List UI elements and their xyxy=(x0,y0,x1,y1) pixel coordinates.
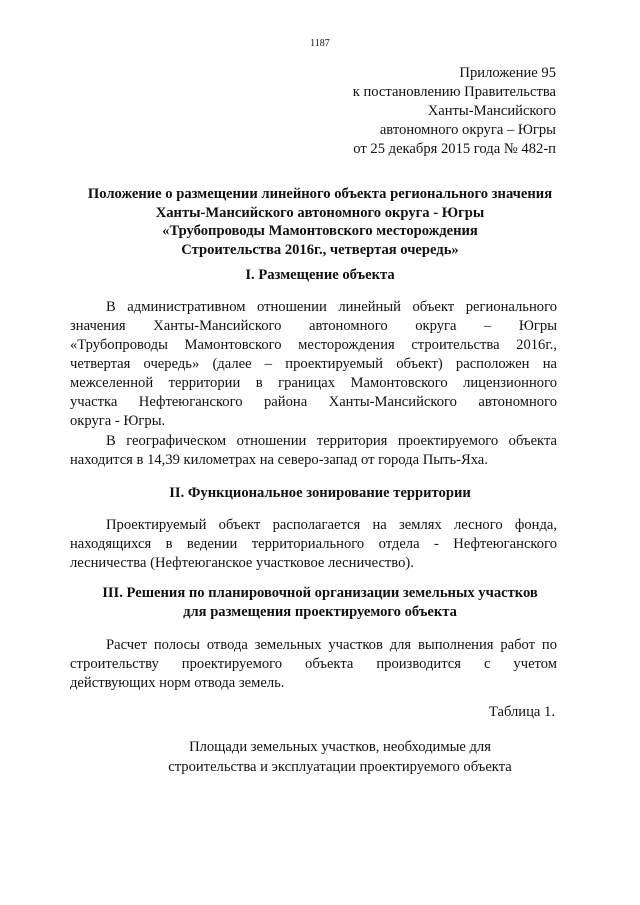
text-line: межселенной территории в границах Мамонтовского лицензионного xyxy=(70,375,557,391)
document-title xyxy=(60,185,580,259)
text-line: находящихся в ведении территориального отдела - Нефтеюганского xyxy=(70,536,557,552)
section2-paragraph1 xyxy=(70,516,557,573)
page-number: 1187 xyxy=(310,38,330,49)
section-heading-zoning: II. Функциональное зонирование территории xyxy=(169,485,471,501)
text-line: В административном отношении линейный объект регионального xyxy=(106,299,557,315)
section1-paragraph2 xyxy=(70,432,557,470)
table-caption xyxy=(60,737,620,777)
table-label: Таблица 1. xyxy=(488,704,555,720)
heading-line: для размещения проектируемого объекта xyxy=(183,604,457,620)
text-line: «Трубопроводы Мамонтовского месторождения строительства 2016г., xyxy=(70,337,557,353)
text-line: четвертая очередь» (далее – проектируемый объект) расположен на xyxy=(70,356,557,372)
text-line: находится в 14,39 километрах на северо-запад от города Пыть-Яха. xyxy=(70,452,488,468)
text-line: Проектируемый объект располагается на землях лесного фонда, xyxy=(106,517,557,533)
appendix-line: к постановлению Правительства xyxy=(352,84,556,100)
caption-line: строительства и эксплуатации проектируемого объекта xyxy=(168,759,512,775)
appendix-line: автономного округа – Югры xyxy=(379,122,556,138)
text-line: участка Нефтеюганского района Ханты-Мансийского автономного xyxy=(70,394,557,410)
appendix-line: Приложение 95 xyxy=(459,65,556,81)
text-line: действующих норм отвода земель. xyxy=(70,675,285,691)
text-line: Расчет полосы отвода земельных участков для выполнения работ по xyxy=(106,637,557,653)
appendix-line: от 25 декабря 2015 года № 482-п xyxy=(353,141,556,157)
title-line: Строительства 2016г., четвертая очередь» xyxy=(181,241,459,258)
caption-line: Площади земельных участков, необходимые для xyxy=(189,739,491,755)
text-line: лесничества (Нефтеюганское участковое лесничество). xyxy=(70,555,414,571)
section1-paragraph1 xyxy=(70,298,557,431)
text-line: округа - Югры. xyxy=(70,413,166,429)
appendix-block xyxy=(353,64,556,159)
title-line: Ханты-Мансийского автономного округа - Югры xyxy=(155,204,485,221)
section-heading-placement: I. Размещение объекта xyxy=(245,267,395,283)
title-line: Положение о размещении линейного объекта регионального значения xyxy=(87,186,553,202)
appendix-line: Ханты-Мансийского xyxy=(427,103,556,119)
text-line: В географическом отношении территория проектируемого объекта xyxy=(106,433,557,449)
section-heading-planning xyxy=(60,584,580,622)
title-line: «Трубопроводы Мамонтовского месторождения xyxy=(162,223,478,239)
text-line: строительству проектируемого объекта производится с учетом xyxy=(70,656,557,672)
text-line: значения Ханты-Мансийского автономного округа – Югры xyxy=(70,318,557,334)
section3-paragraph1 xyxy=(70,636,557,693)
heading-line: III. Решения по планировочной организации земельных участков xyxy=(102,585,538,601)
